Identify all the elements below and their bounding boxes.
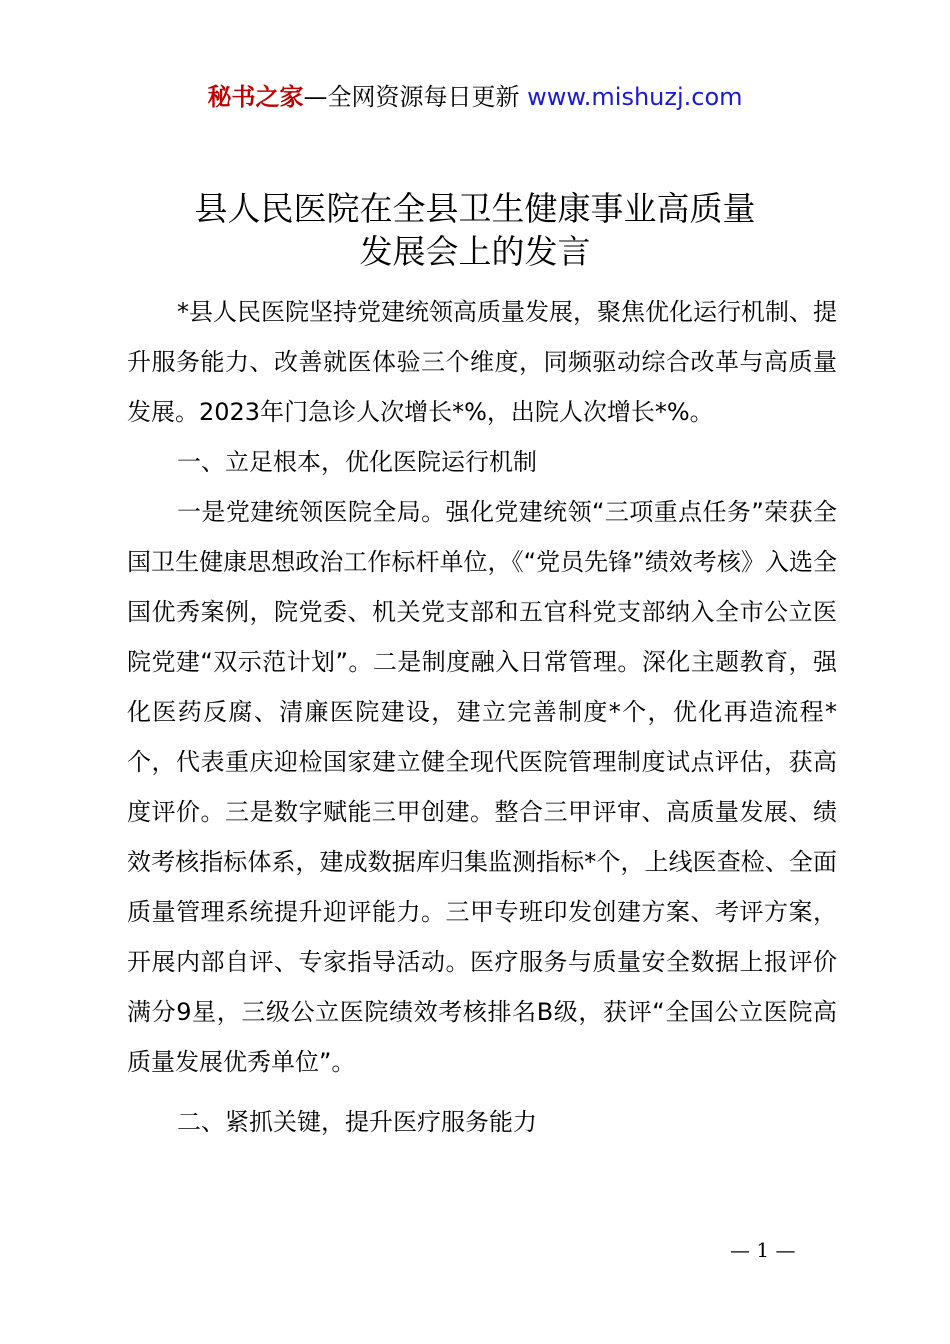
- site-watermark-header: [0, 80, 950, 114]
- title-line-1: 县人民医院在全县卫生健康事业高质量: [194, 189, 756, 228]
- section-2-heading: 二、紧抓关键，提升医疗服务能力: [177, 1108, 537, 1136]
- document-body: [127, 287, 837, 1147]
- brand-name: 秘书之家: [207, 83, 304, 111]
- header-tagline: —全网资源每日更新: [303, 83, 520, 111]
- title-line-2: 发展会上的发言: [359, 232, 591, 271]
- document-title: [0, 187, 950, 273]
- website-url: www.mishuzj.com: [527, 83, 743, 111]
- page-number: — 1 —: [730, 1238, 796, 1262]
- intro-paragraph: *县人民医院坚持党建统领高质量发展，聚焦优化运行机制、提升服务能力、改善就医体验三个维度，同频驱动综合改革与高质量发展。2023年门急诊人次增长*%，出院人次增长*%。: [127, 298, 837, 426]
- section-1-heading: 一、立足根本，优化医院运行机制: [177, 448, 537, 476]
- section-1-paragraph: 一是党建统领医院全局。强化党建统领“三项重点任务”荣获全国卫生健康思想政治工作标杆单位，《“党员先锋”绩效考核》入选全国优秀案例，院党委、机关党支部和五官科党支部纳入全市公立医院党建“双示范计划”。二是制度融入日常管理。深化主题教育，强化医药反腐、清廉医院建设，建立完善制度*个，优化再造流程*个，代表重庆迎检国家建立健全现代医院管理制度试点评估，获高度评价。三是数字赋能三甲创建。整合三甲评审、高质量发展、绩效考核指标体系，建成数据库归集监测指标*个，上线医查检、全面质量管理系统提升迎评能力。三甲专班印发创建方案、考评方案，开展内部自评、专家指导活动。医疗服务与质量安全数据上报评价满分9星，三级公立医院绩效考核排名B级，获评“全国公立医院高质量发展优秀单位”。: [127, 498, 837, 1076]
